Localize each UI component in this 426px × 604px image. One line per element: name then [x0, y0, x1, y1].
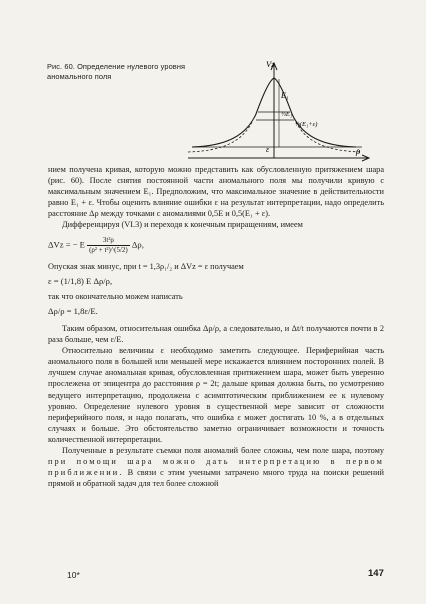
body-text [48, 164, 384, 489]
equation-1-fraction [87, 236, 130, 255]
y-axis-label: Vz [266, 59, 275, 69]
page-number: 147 [368, 568, 384, 579]
paragraph-6: Относительно величины ε необходимо заметить следующее. Периферийная часть аномального поля в большей или меньшей мере искажается влиянием посторонних полей. В лучшем случае аномальная кривая, обусловленная притяжением шара, может быть уверенно прослежена от эпицентра до расстояния ρ = 2t; дальше кривая должна быть, по усмотрению ведущего интерпретацию, продолжена с асимптотическим приближением ее к нулевому уровню. Определение нулевого уровня в существенной мере зависит от сложности периферийного поля, и надо полагать, что ошибка ε может достигать 10 %, а в отдельных случаях и больше. Это обстоятельство заметно ограничивает возможности и точность количественной интерпретации. [48, 346, 384, 444]
signature-mark: 10* [67, 570, 80, 580]
label-e1: E₁ [281, 91, 289, 100]
equation-1-numerator: 3t²ρ [87, 236, 130, 246]
figure-caption: Рис. 60. Определение нулевого уровня аномального поля [47, 62, 186, 81]
label-half-e1: ½E₁ [281, 111, 293, 118]
label-eps: ε [266, 145, 270, 154]
equation-1 [48, 236, 384, 255]
equation-3: Δρ/ρ = 1,8ε/E. [48, 305, 98, 316]
x-axis-label: ρ [356, 146, 361, 156]
paragraph-2: Дифференцируя (VI.3) и переходя к конечным приращениям, имеем [62, 220, 303, 230]
extended-curve-dashed [188, 122, 362, 152]
equation-1-lhs: ΔVz = − E [48, 239, 85, 250]
equation-1-rhs: Δρ, [131, 239, 144, 250]
equation-1-denominator: (ρ² + t²)^(5/2) [89, 245, 128, 254]
paragraph-3: Опуская знак минус, при t = 1,3ρ₁/₂ и ΔVz = ε получаем [48, 261, 244, 271]
equation-2: ε = (1/1,8) E Δρ/ρ, [48, 275, 113, 286]
anomaly-curve-figure [186, 54, 386, 166]
paragraph-7-start: Полученные в результате съемки поля аномалий более сложны, чем поле шара, поэтому [62, 445, 384, 455]
paragraph-4: так что окончательно можем написать [48, 291, 183, 301]
label-half-sum: ½(E₁+ε) [295, 121, 318, 128]
paragraph-5: Таким образом, относительная ошибка Δρ/ρ, а следовательно, и Δt/t получаются почти в 2 раза больше, чем ε/E. [48, 323, 384, 345]
paragraph-7-emphasis: при помощи шара можно дать интерпретацию в первом приближении. [48, 457, 384, 478]
paragraph-1: нием получена кривая, которую можно представить как обусловленную притяжением шара (рис. 60). После снятия постоянной части аномального поля мы получили кривую с максимальным значением E₁. Предположим, что максимальное значение в действительности равно E₁ + ε. Чтобы оценить влияние ошибки ε на результат интерпретации, надо определить расстояние Δρ между точками с аномалиями 0,5E и 0,5(E₁ + ε). [48, 165, 384, 219]
paragraph-7-end: В связи с этим учеными затрачено много труда на поиски решений прямой и обратной задач для тел более сложной [48, 468, 384, 489]
paragraph-7 [48, 445, 384, 489]
